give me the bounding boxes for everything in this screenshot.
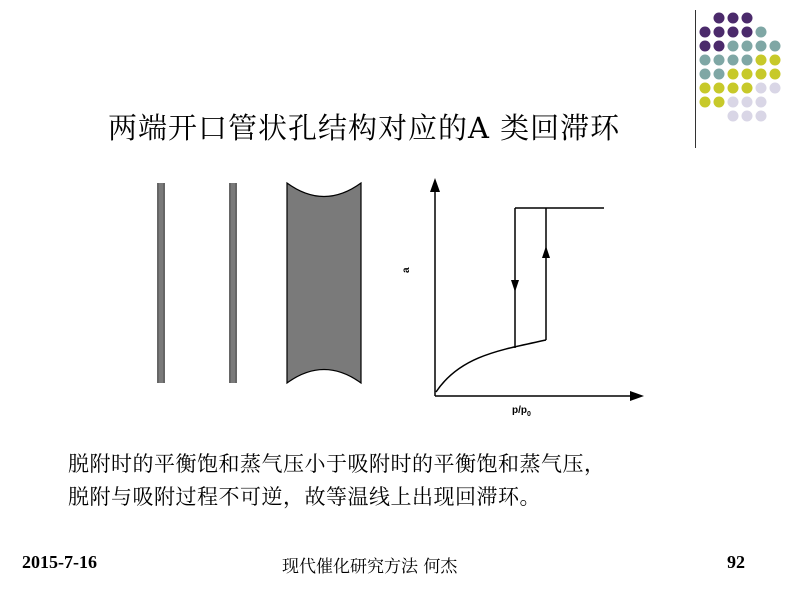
y-axis-label: a xyxy=(401,267,412,273)
filled-pore-with-menisci xyxy=(287,183,361,383)
y-axis-arrow xyxy=(430,178,440,192)
adsorption-arrow xyxy=(542,246,550,258)
thin-pore-tube-1 xyxy=(158,183,164,383)
slide-title: 两端开口管状孔结构对应的A 类回滞环 xyxy=(108,111,621,145)
footer-course: 现代催化研究方法 何杰 xyxy=(282,557,458,577)
thin-pore-tube-2 xyxy=(230,183,236,383)
caption-line-2: 脱附与吸附过程不可逆，故等温线上出现回滞环。 xyxy=(68,485,541,509)
footer-date: 2015-7-16 xyxy=(22,552,97,572)
desorption-arrow xyxy=(511,280,519,292)
caption-line-1: 脱附时的平衡饱和蒸气压小于吸附时的平衡饱和蒸气压， xyxy=(68,452,606,476)
x-axis-arrow xyxy=(630,391,644,401)
footer-page-number: 92 xyxy=(727,552,745,572)
hysteresis-loop xyxy=(436,208,604,392)
caption xyxy=(68,448,748,514)
x-axis-subscript: 0 xyxy=(527,411,531,418)
x-axis-label: $p/p_0$ xyxy=(512,405,531,418)
